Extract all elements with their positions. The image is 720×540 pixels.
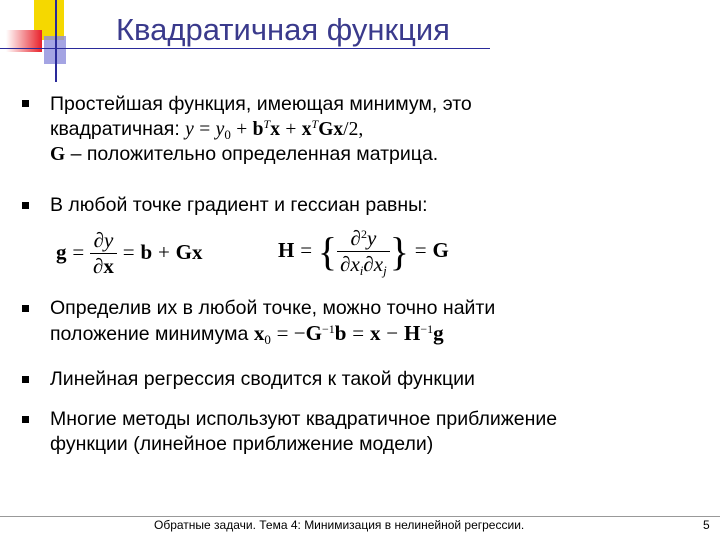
bullet-marker <box>22 100 29 107</box>
bullet-marker <box>22 305 29 312</box>
bullet-1-line-3-text: – положительно определенная матрица. <box>65 143 439 165</box>
bullet-3-line-2 <box>50 321 495 347</box>
decor-vertical-line <box>55 0 57 82</box>
bullet-marker <box>22 376 29 383</box>
bullet-3 <box>50 296 495 347</box>
bullet-5 <box>50 407 557 457</box>
bullet-1-line-3 <box>50 142 472 167</box>
hessian-formula: H = { $\frac{\partial^2y}{\partial x_i\partial x_j}$ } = G <box>278 226 449 278</box>
matrix-symbol: G <box>50 144 66 165</box>
bullet-1-line-2 <box>50 117 472 142</box>
bullet-3-prefix: положение минимума <box>50 323 254 345</box>
bullet-4: Линейная регрессия сводится к такой функции <box>50 368 475 390</box>
footer-divider <box>0 516 720 517</box>
bullet-1-line-1: Простейшая функция, имеющая минимум, это <box>50 93 472 115</box>
bullet-1-prefix: квадратичная: <box>50 118 186 140</box>
gradient-formula: g = $\frac{\partial y}{\partial x}$ = b + Gx <box>56 228 203 278</box>
bullet-3-line-1: Определив их в любой точке, можно точно найти <box>50 297 496 319</box>
bullet-2: В любой точке градиент и гессиан равны: <box>50 194 428 216</box>
minimum-formula: $x_0 = -G^{-1}b = x - H^{-1}g$ <box>253 321 444 347</box>
footer-text: Обратные задачи. Тема 4: Минимизация в нелинейной регрессии. <box>154 518 525 532</box>
decor-horizontal-line <box>0 48 490 49</box>
slide-title: Квадратичная функция <box>116 12 450 47</box>
bullet-marker <box>22 416 29 423</box>
quadratic-formula: $y = y_0 + b^Tx + x^TGx/2$, <box>185 117 364 142</box>
bullet-marker <box>22 202 29 209</box>
page-number: 5 <box>703 518 710 532</box>
bullet-5-line-1: Многие методы используют квадратичное приближение <box>50 408 558 430</box>
bullet-5-line-2: функции (линейное приближение модели) <box>50 433 434 455</box>
bullet-1 <box>50 92 472 167</box>
